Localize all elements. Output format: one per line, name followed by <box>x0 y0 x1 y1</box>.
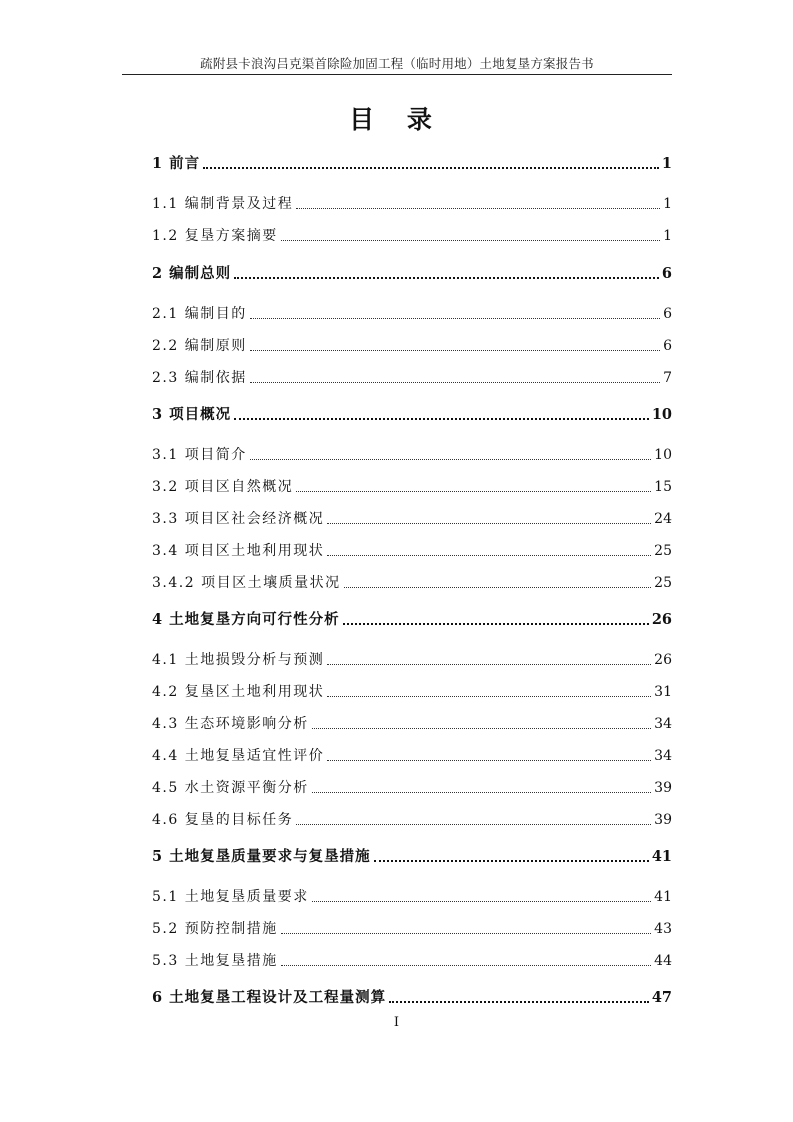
toc-entry-label: 4.5 水土资源平衡分析 <box>152 780 309 796</box>
toc-entry-label: 3 项目概况 <box>152 406 232 423</box>
page-number: I <box>393 1015 400 1030</box>
toc-entry-page: 6 <box>663 306 672 322</box>
toc-section-entry[interactable] <box>152 539 672 561</box>
toc-entry-label: 4 土地复垦方向可行性分析 <box>152 611 340 628</box>
toc-entry-label: 6 土地复垦工程设计及工程量测算 <box>152 989 387 1006</box>
toc-section-entry[interactable] <box>152 334 672 356</box>
toc-leader-dots <box>234 277 659 279</box>
toc-entry-label: 4.2 复垦区土地利用现状 <box>152 684 325 700</box>
toc-entry-page: 10 <box>654 447 672 463</box>
toc-entry-page: 41 <box>654 889 672 905</box>
toc-entry-label: 4.3 生态环境影响分析 <box>152 716 309 732</box>
toc-entry-label: 2.2 编制原则 <box>152 338 247 354</box>
toc-leader-dots <box>296 491 651 492</box>
toc-entry-label: 1.2 复垦方案摘要 <box>152 228 278 244</box>
toc-section-entry[interactable] <box>152 192 672 214</box>
toc-entry-label: 4.4 土地复垦适宜性评价 <box>152 748 325 764</box>
toc-chapter-entry[interactable] <box>152 403 672 425</box>
toc-section-entry[interactable] <box>152 366 672 388</box>
toc-leader-dots <box>327 760 651 761</box>
toc-entry-page: 43 <box>654 921 672 937</box>
toc-entry-page: 44 <box>654 953 672 969</box>
header-title: 疏附县卡浪沟吕克渠首除险加固工程（临时用地）土地复垦方案报告书 <box>200 56 594 71</box>
toc-leader-dots <box>281 965 651 966</box>
toc-entry-page: 1 <box>661 155 672 172</box>
toc-section-entry[interactable] <box>152 475 672 497</box>
toc-leader-dots <box>327 555 651 556</box>
toc-entry-page: 1 <box>663 228 672 244</box>
toc-leader-dots <box>343 623 649 625</box>
toc-leader-dots <box>250 318 660 319</box>
toc-entry-label: 5 土地复垦质量要求与复垦措施 <box>152 848 371 865</box>
toc-entry-label: 3.4 项目区土地利用现状 <box>152 543 325 559</box>
toc-entry-page: 10 <box>651 406 672 423</box>
toc-section-entry[interactable] <box>152 808 672 830</box>
toc-section-entry[interactable] <box>152 712 672 734</box>
toc-entry-label: 3.2 项目区自然概况 <box>152 479 294 495</box>
toc-entry-page: 39 <box>654 780 672 796</box>
toc-leader-dots <box>281 933 651 934</box>
toc-entry-page: 34 <box>654 716 672 732</box>
toc-entry-label: 2 编制总则 <box>152 265 232 282</box>
toc-entry-page: 47 <box>651 989 672 1006</box>
toc-chapter-entry[interactable] <box>152 608 672 630</box>
toc-entry-page: 26 <box>651 611 672 628</box>
toc-entry-page: 41 <box>651 848 672 865</box>
toc-entry-label: 4.6 复垦的目标任务 <box>152 812 294 828</box>
toc-entry-page: 34 <box>654 748 672 764</box>
toc-entry-label: 5.1 土地复垦质量要求 <box>152 889 309 905</box>
toc-section-entry[interactable] <box>152 680 672 702</box>
toc-leader-dots <box>281 240 660 241</box>
toc-entry-page: 25 <box>654 543 672 559</box>
toc-leader-dots <box>327 696 651 697</box>
toc-leader-dots <box>312 901 651 902</box>
toc-entry-page: 39 <box>654 812 672 828</box>
toc-section-entry[interactable] <box>152 224 672 246</box>
toc-chapter-entry[interactable] <box>152 152 672 174</box>
toc-entry-label: 3.1 项目简介 <box>152 447 247 463</box>
toc-section-entry[interactable] <box>152 648 672 670</box>
toc-leader-dots <box>250 350 660 351</box>
toc-entry-page: 6 <box>663 338 672 354</box>
toc-leader-dots <box>374 860 649 862</box>
page-header <box>122 48 672 75</box>
toc-leader-dots <box>312 728 651 729</box>
toc-leader-dots <box>327 523 651 524</box>
toc-entry-page: 24 <box>654 511 672 527</box>
toc-leader-dots <box>296 824 651 825</box>
toc-leader-dots <box>389 1001 649 1003</box>
toc-leader-dots <box>327 664 651 665</box>
toc-entry-label: 3.3 项目区社会经济概况 <box>152 511 325 527</box>
toc-section-entry[interactable] <box>152 776 672 798</box>
toc-section-entry[interactable] <box>152 302 672 324</box>
toc-leader-dots <box>234 418 649 420</box>
toc-entry-label: 2.3 编制依据 <box>152 370 247 386</box>
toc-chapter-entry[interactable] <box>152 986 672 1008</box>
toc-entry-page: 6 <box>661 265 672 282</box>
toc-entry-page: 1 <box>663 196 672 212</box>
toc-section-entry[interactable] <box>152 885 672 907</box>
toc-section-entry[interactable] <box>152 571 672 593</box>
toc-section-entry[interactable] <box>152 507 672 529</box>
toc-entry-label: 4.1 土地损毁分析与预测 <box>152 652 325 668</box>
toc-entry-label: 2.1 编制目的 <box>152 306 247 322</box>
toc-entry-page: 7 <box>663 370 672 386</box>
toc-chapter-entry[interactable] <box>152 262 672 284</box>
toc-entry-label: 5.3 土地复垦措施 <box>152 953 278 969</box>
toc-section-entry[interactable] <box>152 949 672 971</box>
toc-leader-dots <box>344 587 652 588</box>
toc-chapter-entry[interactable] <box>152 845 672 867</box>
toc-entry-label: 1 前言 <box>152 155 201 172</box>
toc-entry-page: 26 <box>654 652 672 668</box>
toc-entry-page: 25 <box>654 575 672 591</box>
toc-entry-page: 15 <box>654 479 672 495</box>
toc-entry-label: 1.1 编制背景及过程 <box>152 196 294 212</box>
toc-leader-dots <box>250 382 660 383</box>
toc-section-entry[interactable] <box>152 744 672 766</box>
toc-leader-dots <box>312 792 651 793</box>
toc-entry-label: 3.4.2 项目区土壤质量状况 <box>152 575 341 591</box>
toc-leader-dots <box>296 208 660 209</box>
toc-title: 目 录 <box>349 105 444 134</box>
toc-entry-label: 5.2 预防控制措施 <box>152 921 278 937</box>
toc-leader-dots <box>250 459 651 460</box>
toc-section-entry[interactable] <box>152 917 672 939</box>
toc-leader-dots <box>203 167 659 169</box>
toc-entry-page: 31 <box>654 684 672 700</box>
toc-section-entry[interactable] <box>152 443 672 465</box>
